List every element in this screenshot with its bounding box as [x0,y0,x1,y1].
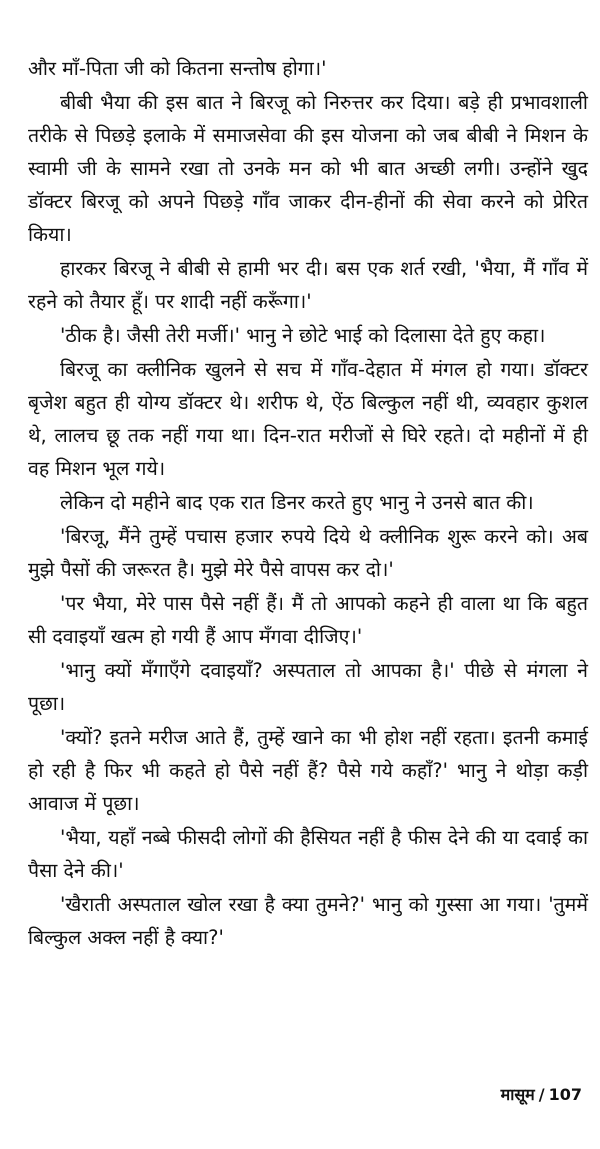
paragraph-5: बिरजू का क्लीनिक खुलने से सच में गाँव-देहात में मंगल हो गया। डॉक्टर बृजेश बहुत ही योग्य डॉक्टर थे। शरीफ थे, ऐंठ बिल्कुल नहीं थी, व्यवहार कुशल थे, लालच छू तक नहीं गया था। दिन-रात मरीजों से घिरे रहते। दो महीनों में ही वह मिशन भूल गये। [28,358,588,480]
paragraph-3: हारकर बिरजू ने बीबी से हामी भर दी। बस एक शर्त रखी, 'भैया, मैं गाँव में रहने को तैयार हूँ। पर शादी नहीं करूँगा।' [28,257,588,313]
paragraph-11: 'भैया, यहाँ नब्बे फीसदी लोगों की हैसियत नहीं है फीस देने की या दवाई का पैसा देने की।' [28,826,588,882]
paragraph-6: लेकिन दो महीने बाद एक रात डिनर करते हुए भानु ने उनसे बात की। [60,491,534,514]
paragraph-7: 'बिरजू, मैंने तुम्हें पचास हजार रुपये दिये थे क्लीनिक शुरू करने को। अब मुझे पैसों की जरूरत है। मुझे मेरे पैसे वापस कर दो।' [28,525,588,581]
page-footer [501,1083,582,1105]
paragraph-1: और माँ-पिता जी को कितना सन्तोष होगा।' [28,57,327,80]
paragraph-4: 'ठीक है। जैसी तेरी मर्जी।' भानु ने छोटे भाई को दिलासा देते हुए कहा। [60,324,546,347]
paragraph-2: बीबी भैया की इस बात ने बिरजू को निरुत्तर कर दिया। बड़े ही प्रभावशाली तरीके से पिछड़े इलाके में समाजसेवा की इस योजना को जब बीबी ने मिशन के स्वामी जी के सामने रखा तो उनके मन को भी बात अच्छी लगी। उन्होंने खुद डॉक्टर बिरजू को अपने पिछड़े गाँव जाकर दीन-हीनों की सेवा करने को प्रेरित किया। [28,91,588,246]
paragraph-12: 'खैराती अस्पताल खोल रखा है क्या तुमने?' भानु को गुस्सा आ गया। 'तुममें बिल्कुल अक्ल नहीं है क्या?' [28,893,588,949]
paragraph-10: 'क्यों? इतने मरीज आते हैं, तुम्हें खाने का भी होश नहीं रहता। इतनी कमाई हो रही है फिर भी कहते हो पैसे नहीं हैं? पैसे गये कहाँ?' भानु ने थोड़ा कड़ी आवाज में पूछा। [28,726,588,815]
book-title: मासूम [500,1085,535,1104]
paragraph-9: 'भानु क्यों मँगाएँगे दवाइयाँ? अस्पताल तो आपका है।' पीछे से मंगला ने पूछा। [28,659,588,715]
body-text [28,52,588,955]
footer-separator: / [538,1085,545,1104]
paragraph-8: 'पर भैया, मेरे पास पैसे नहीं हैं। मैं तो आपको कहने ही वाला था कि बहुत सी दवाइयाँ खत्म हो गयी हैं आप मँगवा दीजिए।' [28,592,588,648]
page-number: 107 [548,1085,582,1104]
